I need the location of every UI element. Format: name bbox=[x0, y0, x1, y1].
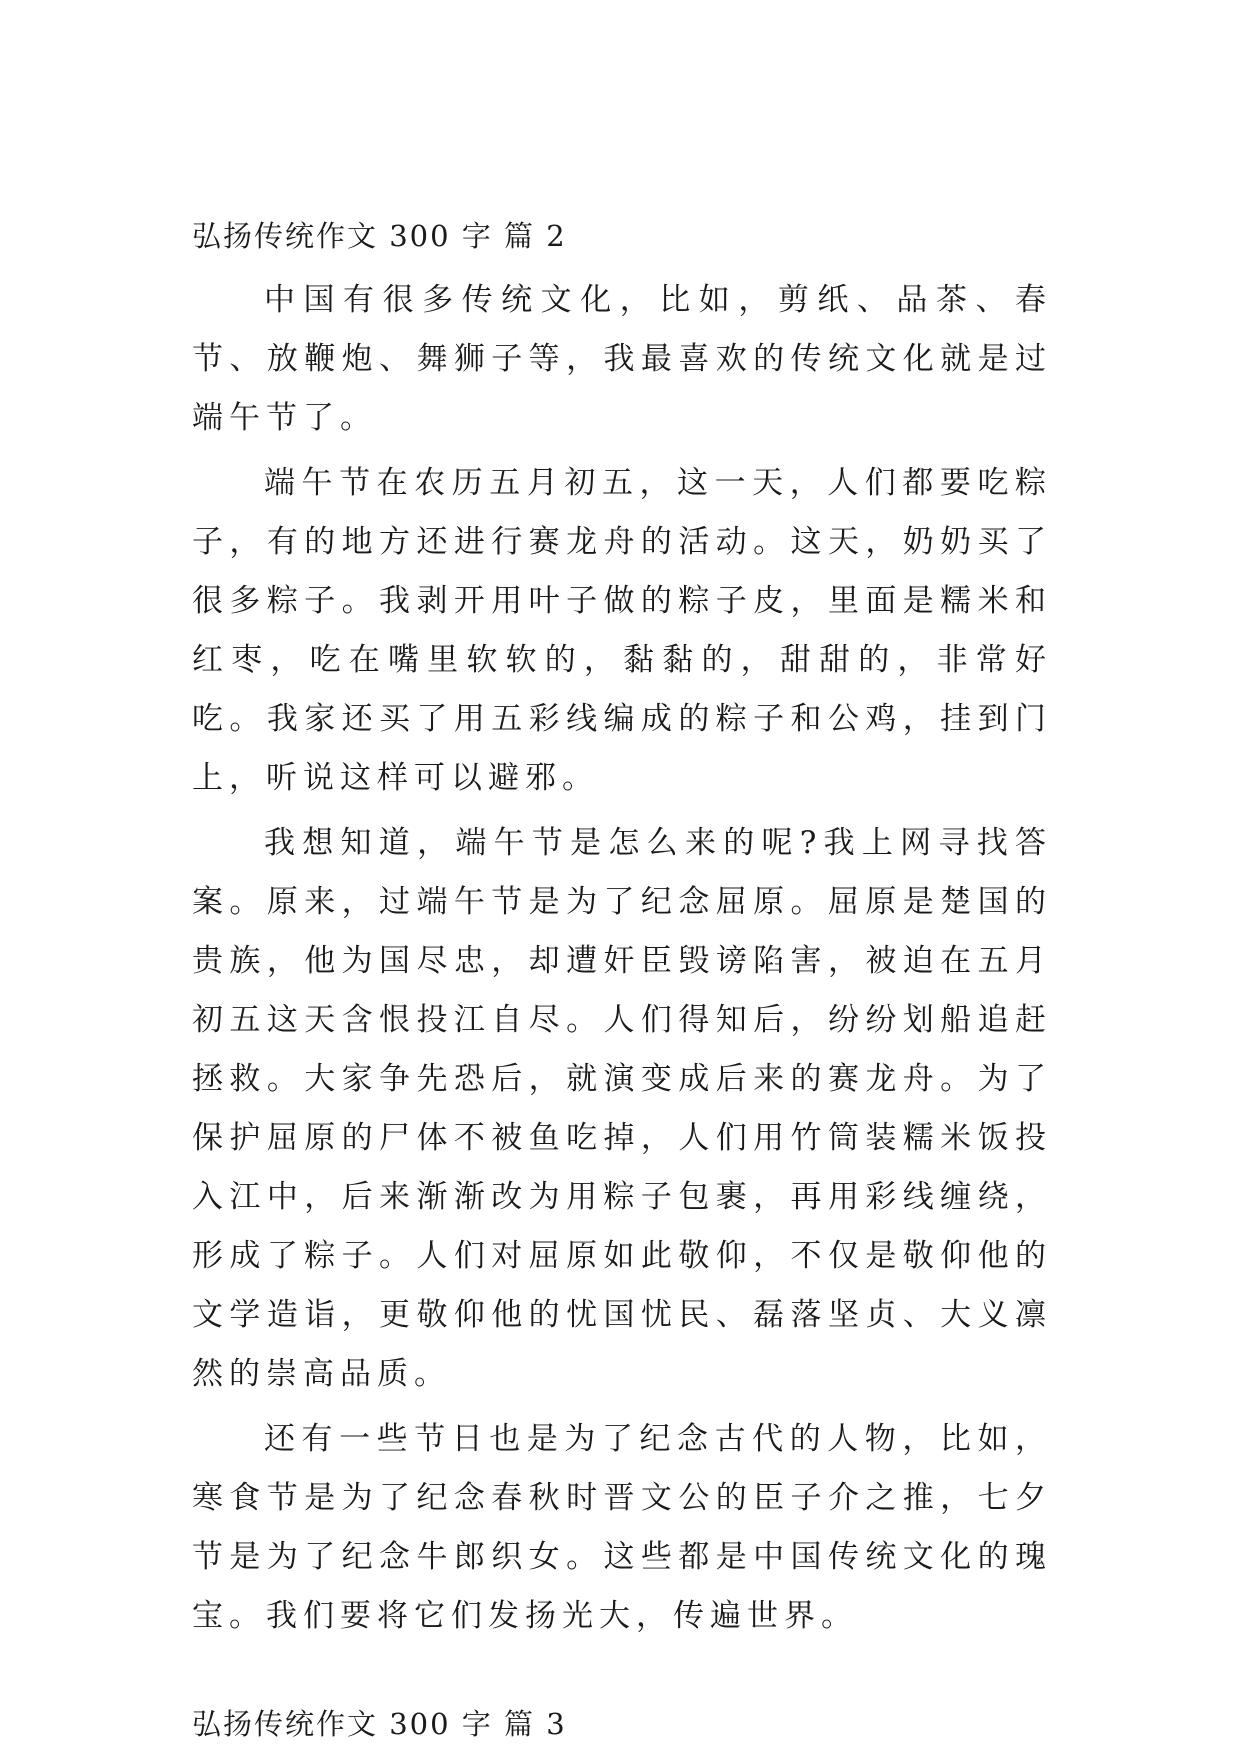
document-page bbox=[192, 219, 1052, 1741]
section-heading: 弘扬传统作文 300 字 篇 2 bbox=[192, 219, 567, 253]
paragraph: 还有一些节日也是为了纪念古代的人物，比如，寒食节是为了纪念春秋时晋文公的臣子介之推，七夕节是为了纪念牛郎织女。这些都是中国传统文化的瑰宝。我们要将它们发扬光大，传遍世界。 bbox=[192, 1421, 1052, 1634]
paragraph: 中国有很多传统文化，比如，剪纸、品茶、春节、放鞭炮、舞狮子等，我最喜欢的传统文化就是过端午节了。 bbox=[192, 282, 1052, 436]
paragraph: 端午节在农历五月初五，这一天，人们都要吃粽子，有的地方还进行赛龙舟的活动。这天，奶奶买了很多粽子。我剥开用叶子做的粽子皮，里面是糯米和红枣，吃在嘴里软软的，黏黏的，甜甜的，非常好吃。我家还买了用五彩线编成的粽子和公鸡，挂到门上，听说这样可以避邪。 bbox=[192, 465, 1052, 796]
section-heading: 弘扬传统作文 300 字 篇 3 bbox=[192, 1707, 567, 1741]
paragraph: 我想知道，端午节是怎么来的呢?我上网寻找答案。原来，过端午节是为了纪念屈原。屈原是楚国的贵族，他为国尽忠，却遭奸臣毁谤陷害，被迫在五月初五这天含恨投江自尽。人们得知后，纷纷划船追赶拯救。大家争先恐后，就演变成后来的赛龙舟。为了保护屈原的尸体不被鱼吃掉，人们用竹筒装糯米饭投入江中，后来渐渐改为用粽子包裹，再用彩线缠绕，形成了粽子。人们对屈原如此敬仰，不仅是敬仰他的文学造诣，更敬仰他的忧国忧民、磊落坚贞、大义凛然的崇高品质。 bbox=[192, 825, 1052, 1392]
